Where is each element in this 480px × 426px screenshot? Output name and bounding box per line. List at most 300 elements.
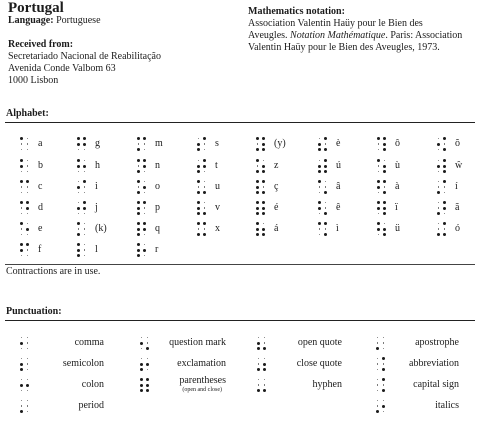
braille-dot <box>83 137 86 140</box>
braille-dot <box>324 233 327 236</box>
braille-dot <box>143 137 146 140</box>
braille-dot <box>438 171 440 173</box>
braille-dot <box>263 368 266 371</box>
braille-dot <box>383 137 386 140</box>
braille-dot <box>377 137 380 140</box>
braille-dot <box>77 222 80 225</box>
braille-dot <box>258 379 260 381</box>
braille-dot <box>438 202 440 204</box>
math-line: Association Valentin Haüy pour le Bien des <box>248 18 423 29</box>
alphabet-letter-label: á <box>274 223 279 234</box>
braille-dot <box>377 400 379 402</box>
braille-dot <box>143 165 146 168</box>
braille-dot <box>20 222 23 225</box>
braille-dot <box>438 149 440 151</box>
braille-dot <box>263 160 265 162</box>
alphabet-letter-label: a <box>38 138 43 149</box>
braille-dot <box>438 186 440 188</box>
braille-dot <box>438 160 440 162</box>
braille-dot <box>377 390 379 392</box>
braille-dot <box>144 244 146 246</box>
braille-dot <box>20 159 23 162</box>
braille-dot <box>377 207 380 210</box>
braille-dot <box>21 337 23 339</box>
alphabet-letter-label: à <box>395 181 400 192</box>
braille-dot <box>27 249 29 251</box>
braille-dot <box>257 143 259 145</box>
braille-cell <box>77 243 86 257</box>
alphabet-letter-label: q <box>155 223 160 234</box>
braille-dot <box>438 138 440 140</box>
braille-dot <box>143 201 146 204</box>
alphabet-letter-label: p <box>155 202 160 213</box>
braille-dot <box>27 160 29 162</box>
braille-dot <box>443 165 446 168</box>
braille-dot <box>325 202 327 204</box>
braille-dot <box>27 411 29 413</box>
braille-cell <box>437 222 446 236</box>
braille-dot <box>262 212 265 215</box>
braille-dot <box>27 143 29 145</box>
braille-dot <box>140 363 143 366</box>
braille-dot <box>197 148 200 151</box>
braille-dot <box>84 160 86 162</box>
alphabet-letter-label: z <box>274 160 279 171</box>
braille-dot <box>443 222 446 225</box>
alphabet-letter-label: è <box>336 138 341 149</box>
braille-dot <box>438 207 440 209</box>
braille-dot <box>318 170 321 173</box>
braille-dot <box>26 201 29 204</box>
braille-dot <box>144 192 146 194</box>
braille-dot <box>258 358 260 360</box>
braille-dot <box>263 347 266 350</box>
braille-dot <box>197 191 200 194</box>
braille-dot <box>137 201 140 204</box>
braille-cell <box>318 222 327 236</box>
braille-dot <box>443 207 446 210</box>
braille-dot <box>21 234 23 236</box>
braille-dot <box>21 390 23 392</box>
braille-dot <box>141 337 143 339</box>
braille-dot <box>204 207 206 209</box>
braille-cell <box>437 137 446 151</box>
braille-dot <box>256 180 259 183</box>
punctuation-label: colon <box>81 379 104 390</box>
punctuation-label: capital sign <box>413 379 459 390</box>
braille-dot <box>197 165 200 168</box>
braille-dot <box>27 149 29 151</box>
page-title: Portugal <box>8 0 64 16</box>
braille-dot <box>21 379 23 381</box>
braille-dot <box>262 180 265 183</box>
braille-dot <box>437 212 440 215</box>
braille-dot <box>264 384 266 386</box>
braille-dot <box>438 223 440 225</box>
punctuation-label: parentheses <box>179 375 226 386</box>
alphabet-letter-label: ŵ <box>455 160 463 171</box>
braille-dot <box>256 212 259 215</box>
braille-dot <box>20 342 23 345</box>
braille-dot <box>84 213 86 215</box>
math-title-italic: Notation Mathématique <box>290 30 386 41</box>
braille-dot <box>147 369 149 371</box>
braille-dot <box>21 192 23 194</box>
braille-dot <box>20 180 23 183</box>
braille-cell <box>20 137 29 151</box>
braille-dot <box>383 191 386 194</box>
braille-dot <box>84 228 86 230</box>
braille-dot <box>77 143 80 146</box>
alphabet-bottom-rule <box>5 264 475 265</box>
braille-dot <box>83 165 86 168</box>
braille-dot <box>382 405 385 408</box>
braille-dot <box>444 143 446 145</box>
braille-dot <box>21 228 23 230</box>
braille-dot <box>197 233 200 236</box>
braille-dot <box>382 368 385 371</box>
braille-cell <box>318 180 327 194</box>
braille-dot <box>137 207 140 210</box>
braille-dot <box>137 254 140 257</box>
alphabet-letter-label: j <box>95 202 98 213</box>
braille-dot <box>257 342 260 345</box>
braille-dot <box>197 222 200 225</box>
punctuation-label: period <box>78 400 104 411</box>
braille-dot <box>383 207 386 210</box>
punctuation-label: abbreviation <box>409 358 459 369</box>
braille-dot <box>20 249 23 252</box>
braille-cell <box>20 222 29 236</box>
alphabet-letter-label: m <box>155 138 163 149</box>
braille-dot <box>83 201 86 204</box>
braille-dot <box>143 222 146 225</box>
braille-dot <box>137 148 140 151</box>
braille-cell <box>20 180 29 194</box>
alphabet-letter-label: ô <box>395 138 400 149</box>
braille-dot <box>324 137 327 140</box>
braille-cell <box>377 222 386 236</box>
braille-dot <box>137 180 140 183</box>
braille-dot <box>203 233 206 236</box>
braille-dot <box>27 171 29 173</box>
braille-dot <box>203 191 206 194</box>
braille-dot <box>77 159 80 162</box>
braille-cell <box>437 159 446 173</box>
braille-dot <box>263 389 266 392</box>
braille-cell <box>376 336 385 350</box>
braille-dot <box>21 207 23 209</box>
braille-dot <box>324 159 327 162</box>
braille-dot <box>78 149 80 151</box>
punctuation-label: semicolon <box>62 358 104 369</box>
braille-dot <box>444 192 446 194</box>
braille-dot <box>262 207 265 210</box>
braille-dot <box>84 255 86 257</box>
braille-dot <box>263 186 265 188</box>
braille-dot <box>378 234 380 236</box>
braille-dot <box>137 137 140 140</box>
braille-dot <box>319 186 321 188</box>
braille-cell <box>376 357 385 371</box>
alphabet-letter-label: x <box>215 223 220 234</box>
braille-dot <box>256 148 259 151</box>
braille-dot <box>137 191 140 194</box>
punctuation-label: exclamation <box>177 358 226 369</box>
braille-dot <box>437 143 440 146</box>
braille-dot <box>141 348 143 350</box>
braille-dot <box>144 149 146 151</box>
braille-dot <box>204 202 206 204</box>
braille-cell <box>140 357 149 371</box>
braille-dot <box>27 363 29 365</box>
language-line <box>8 15 101 26</box>
braille-dot <box>258 384 260 386</box>
braille-dot <box>83 207 86 210</box>
braille-cell <box>77 180 86 194</box>
braille-dot <box>198 138 200 140</box>
alphabet-letter-label: c <box>38 181 43 192</box>
braille-dot <box>378 171 380 173</box>
braille-dot <box>383 363 385 365</box>
braille-dot <box>437 233 440 236</box>
braille-dot <box>256 137 259 140</box>
braille-dot <box>444 228 446 230</box>
braille-dot <box>146 363 149 366</box>
alphabet-top-rule <box>5 122 475 123</box>
braille-dot <box>27 369 29 371</box>
braille-dot <box>138 165 140 167</box>
braille-dot <box>198 228 200 230</box>
braille-dot <box>21 358 23 360</box>
braille-cell <box>197 222 206 236</box>
braille-dot <box>78 171 80 173</box>
braille-dot <box>27 358 29 360</box>
punctuation-heading: Punctuation: <box>6 306 62 317</box>
braille-dot <box>437 191 440 194</box>
braille-dot <box>83 143 86 146</box>
braille-dot <box>77 254 80 257</box>
braille-dot <box>140 378 143 381</box>
braille-dot <box>319 228 321 230</box>
braille-cell <box>20 357 29 371</box>
braille-cell <box>256 222 265 236</box>
braille-dot <box>383 233 386 236</box>
braille-dot <box>256 228 259 231</box>
punctuation-label: close quote <box>296 358 342 369</box>
alphabet-letter-label: n <box>155 160 160 171</box>
braille-dot <box>27 348 29 350</box>
alphabet-letter-label: ã <box>455 202 460 213</box>
braille-dot <box>20 201 23 204</box>
alphabet-letter-label: (k) <box>95 223 107 234</box>
braille-dot <box>84 186 86 188</box>
alphabet-letter-label: (y) <box>274 138 286 149</box>
braille-dot <box>443 201 446 204</box>
braille-cell <box>137 222 146 236</box>
braille-dot <box>383 170 386 173</box>
braille-dot <box>377 159 380 162</box>
braille-dot <box>84 192 86 194</box>
braille-dot <box>383 143 386 146</box>
braille-dot <box>197 212 200 215</box>
braille-cell <box>137 243 146 257</box>
alphabet-heading: Alphabet: <box>6 108 49 119</box>
braille-dot <box>78 202 80 204</box>
alphabet-letter-label: o <box>155 181 160 192</box>
alphabet-letter-label: ù <box>395 160 400 171</box>
braille-dot <box>262 165 265 168</box>
braille-dot <box>443 159 446 162</box>
braille-dot <box>264 342 266 344</box>
braille-dot <box>27 405 29 407</box>
braille-cell <box>20 336 29 350</box>
braille-dot <box>21 255 23 257</box>
braille-dot <box>143 228 146 231</box>
braille-dot <box>143 159 146 162</box>
braille-dot <box>318 143 321 146</box>
braille-dot <box>26 207 29 210</box>
braille-dot <box>197 201 200 204</box>
braille-dot <box>21 149 23 151</box>
received-line: Avenida Conde Valbom 63 <box>8 63 116 74</box>
alphabet-letter-label: í <box>455 181 458 192</box>
alphabet-letter-label: é <box>274 202 279 213</box>
braille-dot <box>84 149 86 151</box>
braille-cell <box>377 159 386 173</box>
braille-cell <box>256 180 265 194</box>
braille-dot <box>27 192 29 194</box>
braille-dot <box>324 148 327 151</box>
braille-dot <box>324 222 327 225</box>
braille-dot <box>319 213 321 215</box>
braille-dot <box>376 410 379 413</box>
braille-cell <box>140 336 149 350</box>
braille-cell <box>137 180 146 194</box>
braille-cell <box>20 399 29 413</box>
punctuation-label: comma <box>74 337 104 348</box>
braille-cell <box>257 378 266 392</box>
braille-dot <box>257 165 259 167</box>
punctuation-label: italics <box>435 400 459 411</box>
braille-dot <box>203 222 206 225</box>
math-line: Valentin Haüy pour le Bien des Aveugles, 1973. <box>248 42 440 53</box>
braille-dot <box>147 337 149 339</box>
braille-cell <box>377 180 386 194</box>
math-line-text: . Paris: Association <box>385 30 463 41</box>
braille-dot <box>377 379 379 381</box>
braille-cell <box>20 378 29 392</box>
braille-dot <box>378 165 380 167</box>
braille-dot <box>27 379 29 381</box>
braille-dot <box>144 181 146 183</box>
braille-dot <box>77 186 80 189</box>
braille-dot <box>377 228 380 231</box>
braille-dot <box>27 390 29 392</box>
braille-dot <box>77 165 80 168</box>
braille-dot <box>376 347 379 350</box>
braille-dot <box>27 138 29 140</box>
braille-dot <box>443 137 446 140</box>
braille-dot <box>262 148 265 151</box>
braille-dot <box>318 201 321 204</box>
braille-dot <box>27 165 29 167</box>
braille-dot <box>325 228 327 230</box>
braille-dot <box>443 233 446 236</box>
braille-dot <box>78 181 80 183</box>
braille-dot <box>77 137 80 140</box>
braille-dot <box>197 180 200 183</box>
braille-dot <box>137 222 140 225</box>
braille-dot <box>264 379 266 381</box>
braille-dot <box>384 223 386 225</box>
braille-dot <box>262 201 265 204</box>
braille-dot <box>318 148 321 151</box>
braille-dot <box>27 337 29 339</box>
braille-dot <box>383 180 386 183</box>
braille-dot <box>84 244 86 246</box>
braille-dot <box>263 223 265 225</box>
braille-cell <box>137 159 146 173</box>
braille-dot <box>146 389 149 392</box>
braille-dot <box>319 234 321 236</box>
braille-cell <box>318 159 327 173</box>
braille-cell <box>77 159 86 173</box>
alphabet-letter-label: r <box>155 244 159 255</box>
braille-dot <box>377 222 380 225</box>
received-line: 1000 Lisbon <box>8 75 59 86</box>
braille-dot <box>144 171 146 173</box>
braille-cell <box>376 378 385 392</box>
braille-dot <box>146 384 149 387</box>
braille-dot <box>319 192 321 194</box>
alphabet-letter-label: g <box>95 138 100 149</box>
braille-dot <box>84 171 86 173</box>
alphabet-letter-label: õ <box>455 138 460 149</box>
braille-dot <box>204 181 206 183</box>
punctuation-sublabel: (open and close) <box>182 387 222 393</box>
braille-dot <box>382 357 385 360</box>
alphabet-letter-label: f <box>38 244 42 255</box>
braille-dot <box>77 207 80 210</box>
braille-dot <box>141 358 143 360</box>
braille-dot <box>204 149 206 151</box>
braille-dot <box>318 180 321 183</box>
braille-dot <box>138 186 140 188</box>
braille-dot <box>140 342 143 345</box>
braille-dot <box>325 143 327 145</box>
braille-dot <box>21 405 23 407</box>
braille-dot <box>146 347 149 350</box>
braille-dot <box>84 234 86 236</box>
braille-dot <box>443 170 446 173</box>
braille-dot <box>318 165 321 168</box>
braille-dot <box>198 160 200 162</box>
braille-cell <box>318 137 327 151</box>
punctuation-top-rule <box>5 320 475 321</box>
alphabet-letter-label: ó <box>455 223 460 234</box>
braille-dot <box>319 138 321 140</box>
braille-dot <box>256 191 259 194</box>
braille-dot <box>377 342 379 344</box>
braille-dot <box>138 143 140 145</box>
language-value: Portuguese <box>56 15 101 26</box>
braille-dot <box>378 143 380 145</box>
braille-cell <box>376 399 385 413</box>
braille-dot <box>377 369 379 371</box>
braille-dot <box>264 358 266 360</box>
braille-dot <box>443 180 446 183</box>
